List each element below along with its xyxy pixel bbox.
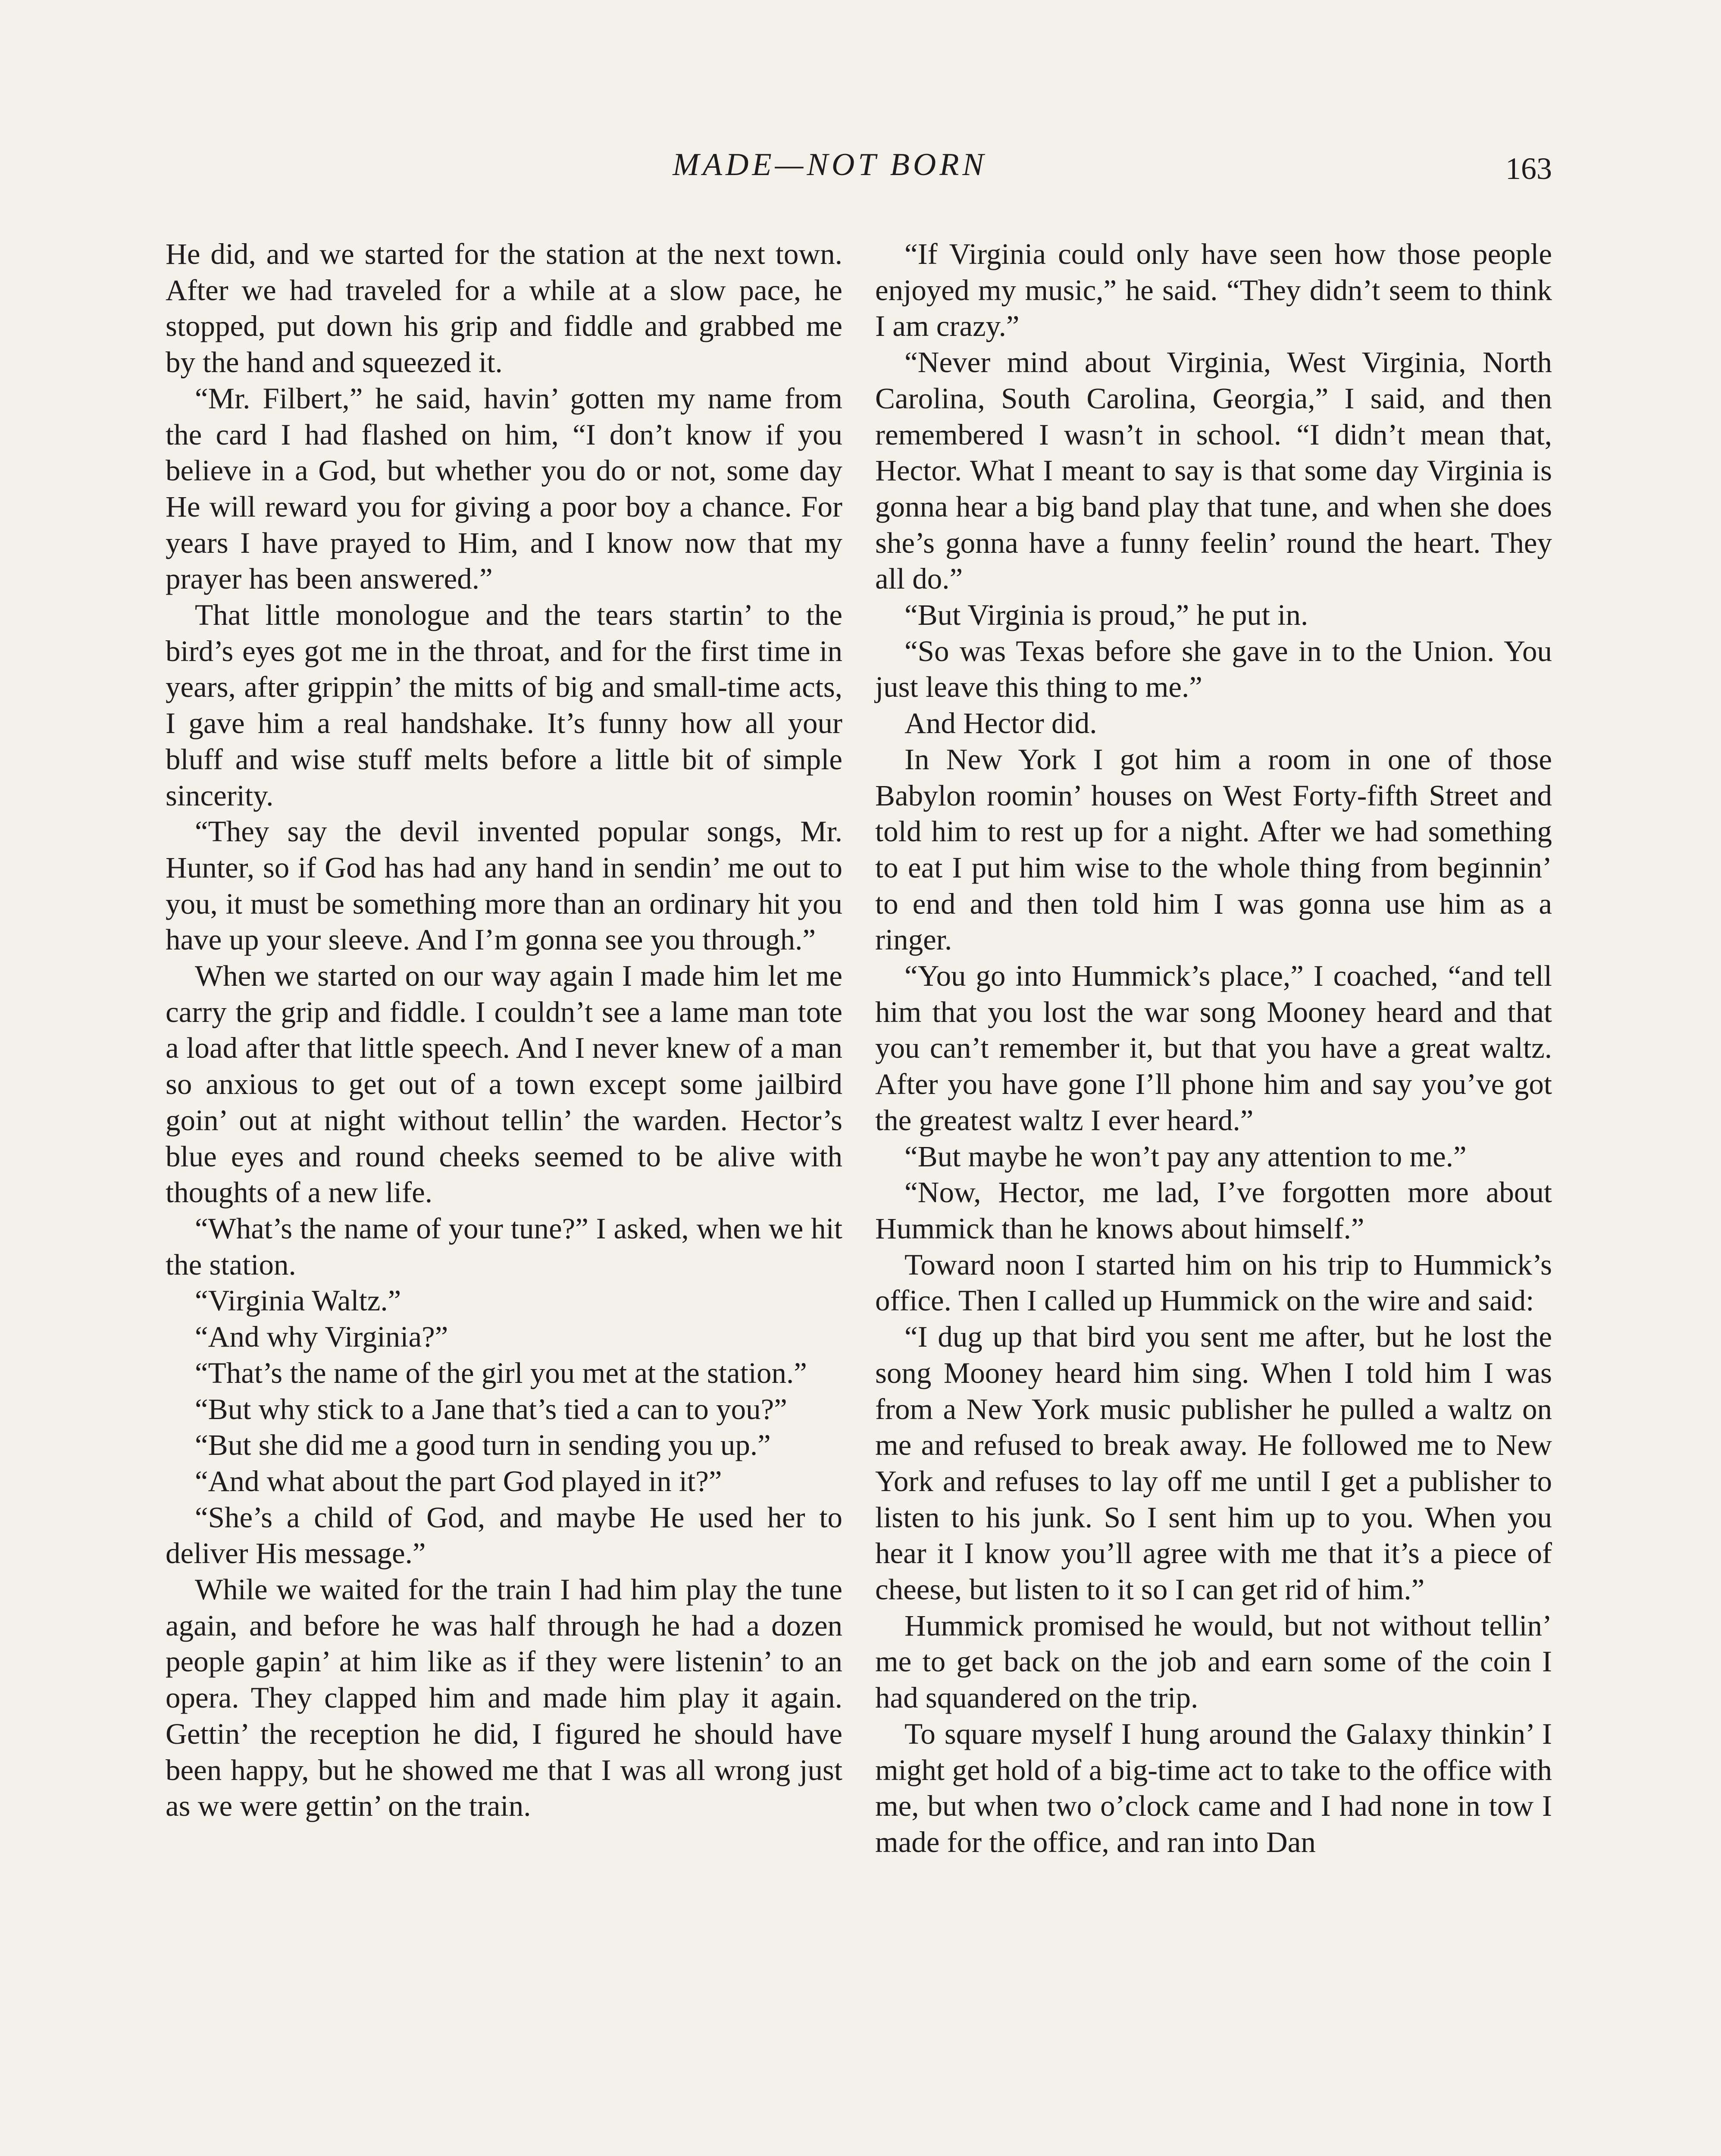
paragraph: “They say the devil invented popular songs, Mr. Hunter, so if God has had any hand in sendin’ me out to you, it must be something more than an ordinary hit you have up your sleeve. And I’m gonna see you through.” xyxy=(166,815,842,956)
paragraph: “I dug up that bird you sent me after, but he lost the song Mooney heard him sing. When I told him I was from a New York music publisher he pulled a waltz on me and refused to break away. He followed me to New York and refuses to lay off me until I get a publisher to listen to his junk. So I sent him up to you. When you hear it I know you’ll agree with me that it’s a piece of cheese, but listen to it so I can get rid of him.” xyxy=(875,1320,1552,1606)
paragraph: When we started on our way again I made him let me carry the grip and fiddle. I couldn’t see a lame man tote a load after that little speech. And I never knew of a man so anxious to get out of a town except some jailbird goin’ out at night without tellin’ the warden. Hector’s blue eyes and round cheeks seemed to be alive with thoughts of a new life. xyxy=(166,959,842,1209)
paragraph: “She’s a child of God, and maybe He used her to deliver His message.” xyxy=(166,1501,842,1570)
paragraph: “Never mind about Virginia, West Virginia, North Carolina, South Carolina, Georgia,” I said, and then remembered I wasn’t in school. “I didn’t mean that, Hector. What I meant to say is that some day Virginia is gonna hear a big band play that tune, and when she does she’s gonna have a funny feelin’ round the heart. They all do.” xyxy=(875,346,1552,595)
paragraph: Hummick promised he would, but not without tellin’ me to get back on the job and earn some of the coin I had squandered on the trip. xyxy=(875,1609,1552,1714)
paragraph: “But maybe he won’t pay any attention to me.” xyxy=(904,1140,1467,1173)
paragraph: “What’s the name of your tune?” I asked, when we hit the station. xyxy=(166,1212,842,1281)
paragraph: “But why stick to a Jane that’s tied a can to you?” xyxy=(195,1392,787,1426)
paragraph: “That’s the name of the girl you met at the station.” xyxy=(195,1356,807,1389)
paragraph: While we waited for the train I had him play the tune again, and before he was half through he had a dozen people gapin’ at him like as if they were listenin’ to an opera. They clapped him and made him play it again. Gettin’ the reception he did, I figured he should have been happy, but he showed me that I was all wrong just as we were gettin’ on the train. xyxy=(166,1573,842,1823)
paragraph: “Mr. Filbert,” he said, havin’ gotten my name from the card I had flashed on him, “I don’t know if you believe in a God, but whether you do or not, some day He will reward you for giving a poor boy a chance. For years I have prayed to Him, and I know now that my prayer has been answered.” xyxy=(166,382,842,595)
running-title: MADE—NOT BORN xyxy=(673,147,987,182)
page-number: 163 xyxy=(1505,151,1552,186)
paragraph: “If Virginia could only have seen how those people enjoyed my music,” he said. “They didn’t seem to think I am crazy.” xyxy=(875,238,1552,343)
paragraph: “And what about the part God played in it?” xyxy=(195,1464,722,1498)
left-text-column xyxy=(166,236,842,1824)
right-text-column xyxy=(875,236,1552,1861)
paragraph: And Hector did. xyxy=(904,707,1097,740)
paragraph: “Now, Hector, me lad, I’ve forgotten more about Hummick than he knows about himself.” xyxy=(875,1176,1552,1245)
paragraph: “You go into Hummick’s place,” I coached, “and tell him that you lost the war song Mooney heard and that you can’t remember it, but that you have a great waltz. After you have gone I’ll phone him and say you’ve got the greatest waltz I ever heard.” xyxy=(875,959,1552,1137)
paragraph: That little monologue and the tears startin’ to the bird’s eyes got me in the throat, and for the first time in years, after grippin’ the mitts of big and small-time acts, I gave him a real handshake. It’s funny how all your bluff and wise stuff melts before a little bit of simple sincerity. xyxy=(166,599,842,812)
paragraph: “And why Virginia?” xyxy=(195,1320,448,1354)
paragraph: In New York I got him a room in one of those Babylon roomin’ houses on West Forty-fifth Street and told him to rest up for a night. After we had something to eat I put him wise to the whole thing from beginnin’ to end and then told him I was gonna use him as a ringer. xyxy=(875,743,1552,956)
paragraph: “Virginia Waltz.” xyxy=(195,1284,401,1317)
paragraph: He did, and we started for the station at the next town. After we had traveled for a while at a slow pace, he stopped, put down his grip and fiddle and grabbed me by the hand and squeezed it. xyxy=(166,238,842,379)
paragraph: To square myself I hung around the Galaxy thinkin’ I might get hold of a big-time act to take to the office with me, but when two o’clock came and I had none in tow I made for the office, and ran into Dan xyxy=(875,1717,1552,1858)
paragraph: “But Virginia is proud,” he put in. xyxy=(904,599,1308,632)
paragraph: Toward noon I started him on his trip to Hummick’s office. Then I called up Hummick on the wire and said: xyxy=(875,1248,1552,1317)
paragraph: “But she did me a good turn in sending you up.” xyxy=(195,1429,771,1462)
paragraph: “So was Texas before she gave in to the Union. You just leave this thing to me.” xyxy=(875,634,1552,704)
